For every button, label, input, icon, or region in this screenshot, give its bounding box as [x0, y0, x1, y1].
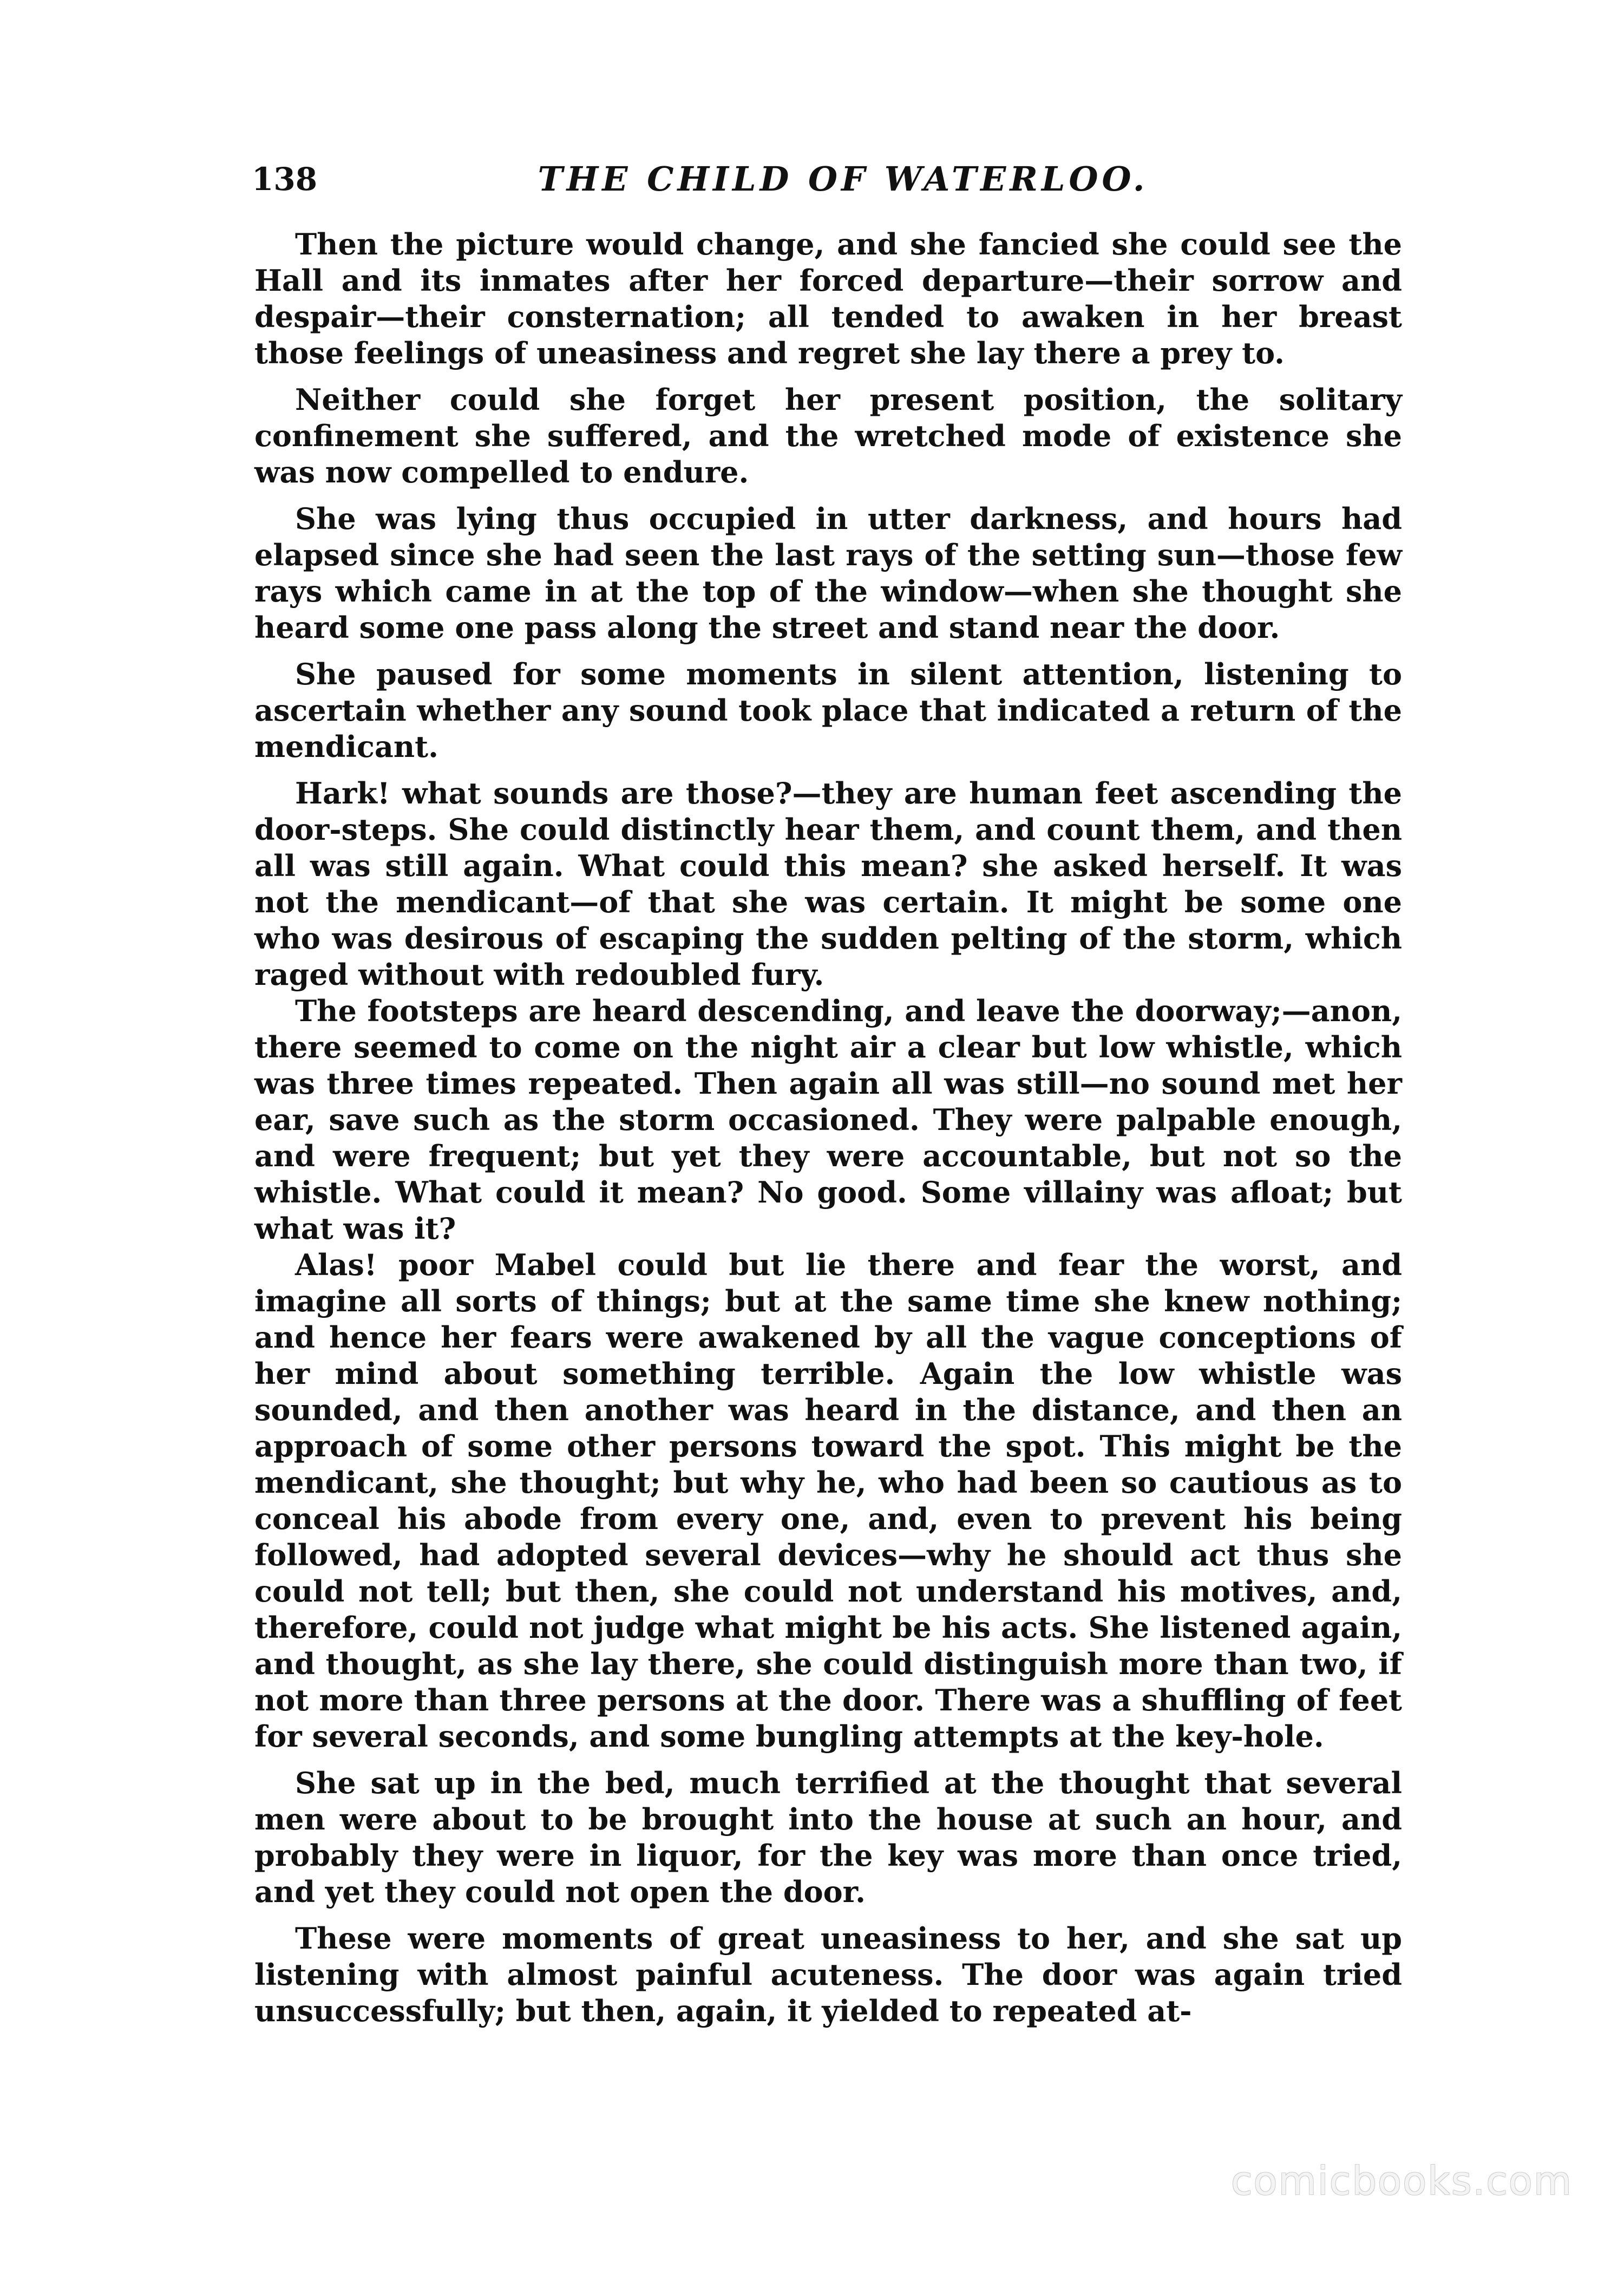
body-text — [254, 226, 1402, 2040]
paragraph: She paused for some moments in silent attention, listening to ascertain whether any sound took place that indicated a return of the mendicant. — [254, 657, 1402, 764]
paragraph: Neither could she forget her present position, the solitary confinement she suffered, and the wretched mode of existence she was now compelled to endure. — [254, 382, 1402, 489]
paragraph: She sat up in the bed, much terrified at the thought that several men were about to be brought into the house at such an hour, and probably they were in liquor, for the key was more than once tried, and yet they could not open the door. — [254, 1766, 1402, 1909]
running-head — [252, 153, 1402, 205]
paragraph: These were moments of great uneasiness to her, and she sat up listening with almost painful acuteness. The door was again tried unsuccessfully; but then, again, it yielded to repeated at- — [254, 1921, 1402, 2028]
paragraph: She was lying thus occupied in utter darkness, and hours had elapsed since she had seen the last rays of the setting sun—those few rays which came in at the top of the window—when she thought she heard some one pass along the street and stand near the door. — [254, 501, 1402, 645]
paragraph: Hark! what sounds are those?—they are human feet ascending the door-steps. She could distinctly hear them, and count them, and then all was still again. What could this mean? she asked herself. It was not the mendicant—of that she was certain. It might be some one who was desirous of escaping the sudden pelting of the storm, which raged without with redoubled fury. — [254, 776, 1402, 992]
paragraph: The footsteps are heard descending, and leave the doorway;—anon, there seemed to come on the night air a clear but low whistle, which was three times repeated. Then again all was still—no sound met her ear, save such as the storm occasioned. They were palpable enough, and were frequent; but yet they were accountable, but not so the whistle. What could it mean? No good. Some villainy was afloat; but what was it? — [254, 994, 1402, 1246]
page-number: 138 — [252, 161, 318, 198]
watermark: comicbooks.com — [1230, 2158, 1573, 2204]
paragraph: Then the picture would change, and she fancied she could see the Hall and its inmates after her forced departure—their sorrow and despair—their consternation; all tended to awaken in her breast those feelings of uneasiness and regret she lay there a prey to. — [254, 227, 1402, 370]
running-title: THE CHILD OF WATERLOO. — [538, 159, 1149, 199]
paragraph: Alas! poor Mabel could but lie there and fear the worst, and imagine all sorts of things; but at the same time she knew nothing; and hence her fears were awakened by all the vague conceptions of her mind about something terrible. Again the low whistle was sounded, and then another was heard in the distance, and then an approach of some other persons toward the spot. This might be the mendicant, she thought; but why he, who had been so cautious as to conceal his abode from every one, and, even to prevent his being followed, had adopted several devices—why he should act thus she could not tell; but then, she could not understand his motives, and, therefore, could not judge what might be his acts. She listened again, and thought, as she lay there, she could distinguish more than two, if not more than three persons at the door. There was a shuffling of feet for several seconds, and some bungling attempts at the key-hole. — [254, 1247, 1402, 1754]
